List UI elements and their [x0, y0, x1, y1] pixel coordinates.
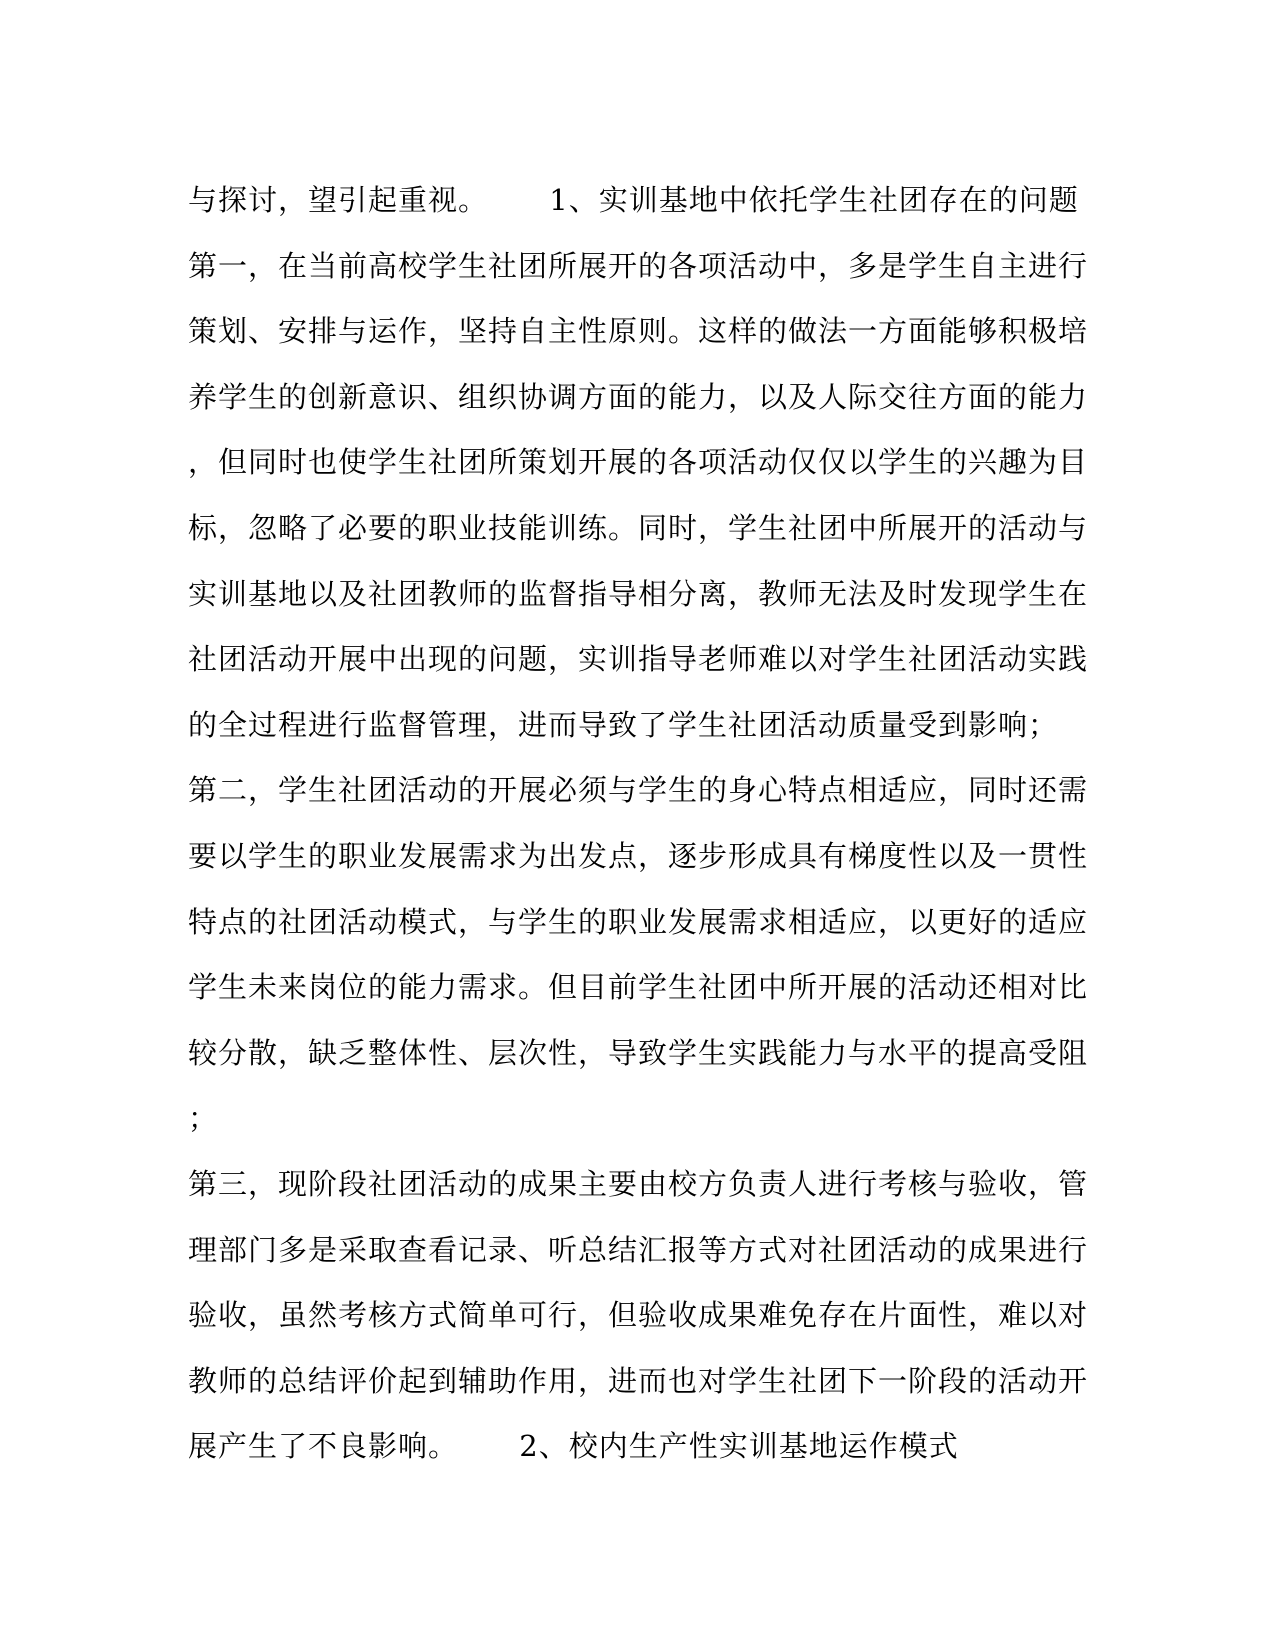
text-line: 实训基地以及社团教师的监督指导相分离，教师无法及时发现学生在 — [188, 576, 1089, 611]
text-line: 较分散，缺乏整体性、层次性，导致学生实践能力与水平的提高受阻 — [188, 1035, 1089, 1070]
text-line: 策划、安排与运作，坚持自主性原则。这样的做法一方面能够积极培 — [188, 314, 1089, 349]
text-line: 验收，虽然考核方式简单可行，但验收成果难免存在片面性，难以对 — [188, 1298, 1089, 1333]
text-line: ； — [188, 1101, 219, 1136]
text-line: 展产生了不良影响。 2、校内生产性实训基地运作模式 — [188, 1429, 959, 1464]
text-line: ，但同时也使学生社团所策划开展的各项活动仅仅以学生的兴趣为目 — [188, 445, 1089, 480]
text-line: 教师的总结评价起到辅助作用，进而也对学生社团下一阶段的活动开 — [188, 1363, 1089, 1398]
text-line: 学生未来岗位的能力需求。但目前学生社团中所开展的活动还相对比 — [188, 970, 1089, 1005]
text-line: 第二，学生社团活动的开展必须与学生的身心特点相适应，同时还需 — [188, 773, 1089, 808]
text-line: 社团活动开展中出现的问题，实训指导老师难以对学生社团活动实践 — [188, 642, 1089, 677]
text-line: 第三，现阶段社团活动的成果主要由校方负责人进行考核与验收，管 — [188, 1166, 1089, 1201]
text-line: 与探讨，望引起重视。 1、实训基地中依托学生社团存在的问题 — [188, 183, 1079, 217]
text-line: 要以学生的职业发展需求为出发点，逐步形成具有梯度性以及一贯性 — [188, 838, 1089, 873]
text-line: 特点的社团活动模式，与学生的职业发展需求相适应，以更好的适应 — [188, 904, 1089, 939]
text-line: 的全过程进行监督管理，进而导致了学生社团活动质量受到影响； — [188, 707, 1059, 742]
text-line: 养学生的创新意识、组织协调方面的能力，以及人际交往方面的能力 — [188, 379, 1089, 414]
body-text — [188, 168, 1088, 1480]
text-line: 标，忽略了必要的职业技能训练。同时，学生社团中所展开的活动与 — [188, 510, 1089, 545]
text-line: 理部门多是采取查看记录、听总结汇报等方式对社团活动的成果进行 — [188, 1232, 1089, 1267]
text-line: 第一，在当前高校学生社团所展开的各项活动中，多是学生自主进行 — [188, 248, 1089, 283]
